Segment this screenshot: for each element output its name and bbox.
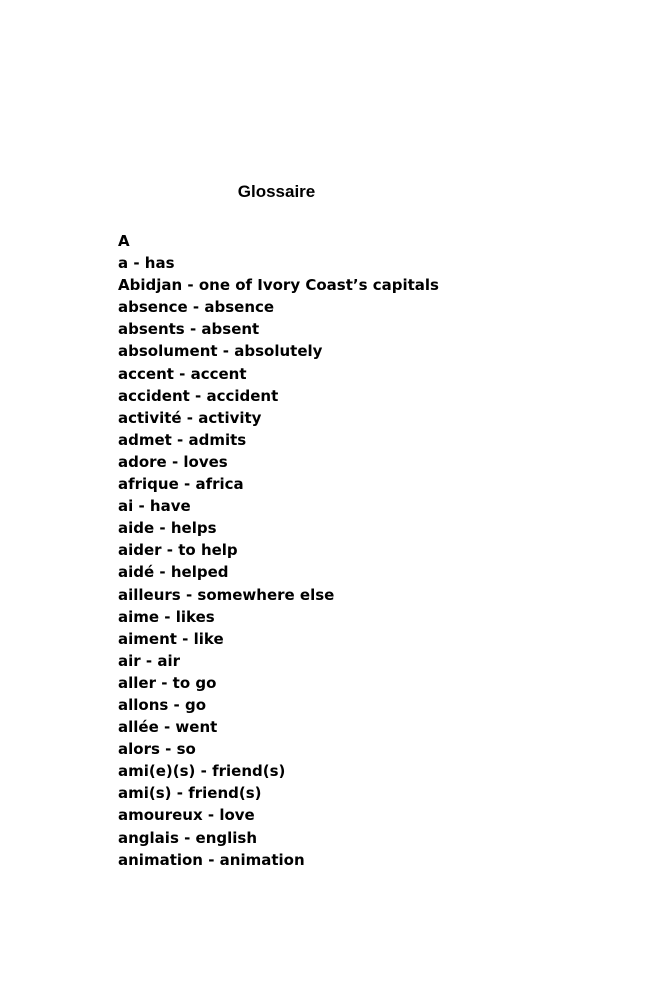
glossary-entries — [118, 252, 618, 871]
glossary-entry: afrique - africa — [118, 475, 244, 494]
glossary-entry: activité - activity — [118, 408, 262, 427]
glossary-entry: absolument - absolutely — [118, 342, 323, 361]
glossary-entry: air - air — [118, 651, 180, 670]
glossary-entry: ami(e)(s) - friend(s) — [118, 762, 286, 781]
section-letter: A — [118, 232, 130, 250]
glossary-entry: allons - go — [118, 695, 207, 714]
glossary-entry: accident - accident — [118, 386, 279, 405]
glossary-entry: amoureux - love — [118, 806, 255, 825]
glossary-entry: aime - likes — [118, 607, 215, 626]
glossary-entry: adore - loves — [118, 452, 228, 471]
glossary-entry: absence - absence — [118, 298, 275, 317]
glossary-entry: absents - absent — [118, 320, 260, 339]
glossary-list — [118, 230, 618, 871]
glossary-entry: alors - so — [118, 740, 196, 759]
glossary-entry: Abidjan - one of Ivory Coast’s capitals — [118, 276, 439, 295]
glossary-entry: admet - admits — [118, 430, 247, 449]
glossary-entry: aller - to go — [118, 673, 217, 692]
glossary-entry: aidé - helped — [118, 563, 229, 582]
glossary-entry: aider - to help — [118, 541, 238, 560]
glossary-entry: accent - accent — [118, 364, 247, 383]
page-title: Glossaire — [237, 182, 316, 201]
glossary-entry: animation - animation — [118, 850, 305, 869]
glossary-entry: ai - have — [118, 497, 191, 516]
glossary-entry: allée - went — [118, 718, 218, 737]
glossary-entry: ami(s) - friend(s) — [118, 784, 262, 803]
glossary-entry: aiment - like — [118, 629, 224, 648]
glossary-entry: a - has — [118, 254, 175, 273]
glossary-entry: ailleurs - somewhere else — [118, 585, 335, 604]
glossary-entry: anglais - english — [118, 828, 258, 847]
glossary-entry: aide - helps — [118, 519, 217, 538]
